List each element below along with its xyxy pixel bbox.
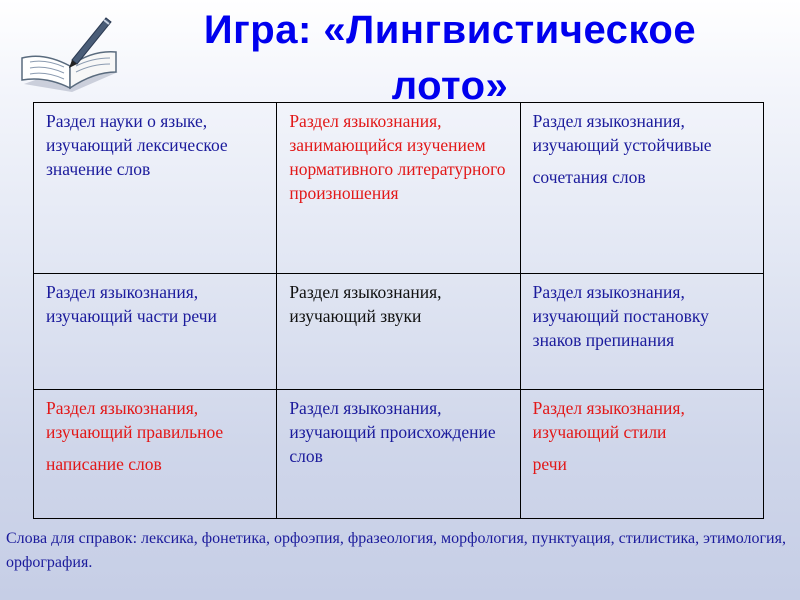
cell-text: Раздел языкознания, изучающий устойчивые xyxy=(532,111,712,155)
slide-title xyxy=(130,2,770,114)
table-cell xyxy=(520,274,763,390)
table-cell xyxy=(277,390,520,519)
table-cell xyxy=(277,274,520,390)
table-cell xyxy=(520,103,763,274)
reference-words-hint: Слова для справок: лексика, фонетика, орфоэпия, фразеология, морфология, пунктуация, стилистика, этимология, орфография. xyxy=(6,530,786,571)
cell-text: речи xyxy=(532,454,567,474)
table-row xyxy=(34,274,764,390)
book-with-pen-icon xyxy=(14,6,124,96)
cell-text: Раздел языкознания, изучающий части речи xyxy=(46,282,217,326)
cell-text: Раздел языкознания, изучающий стили xyxy=(532,398,685,442)
table-cell xyxy=(34,390,277,519)
cell-text: Раздел языкознания, изучающий звуки xyxy=(289,282,442,326)
cell-text: Раздел языкознания, изучающий происхождение слов xyxy=(289,398,496,466)
table-cell xyxy=(277,103,520,274)
cell-text: Раздел языкознания, изучающий правильное xyxy=(46,398,224,442)
table-cell xyxy=(34,274,277,390)
table-cell xyxy=(520,390,763,519)
table-row xyxy=(34,390,764,519)
cell-text: Раздел языкознания, изучающий постановку знаков препинания xyxy=(532,282,709,350)
cell-text: Раздел языкознания, занимающийся изучением нормативного литературного произношения xyxy=(289,111,506,203)
slide-title-line-2: лото» xyxy=(391,64,509,108)
lotto-table xyxy=(33,102,764,519)
cell-text: написание слов xyxy=(46,454,162,474)
table-cell xyxy=(34,103,277,274)
cell-text: Раздел науки о языке, изучающий лексическое значение слов xyxy=(46,111,228,179)
cell-text: сочетания слов xyxy=(532,167,646,187)
slide-title-line-1: Игра: «Лингвистическое xyxy=(203,8,697,52)
table-row xyxy=(34,103,764,274)
